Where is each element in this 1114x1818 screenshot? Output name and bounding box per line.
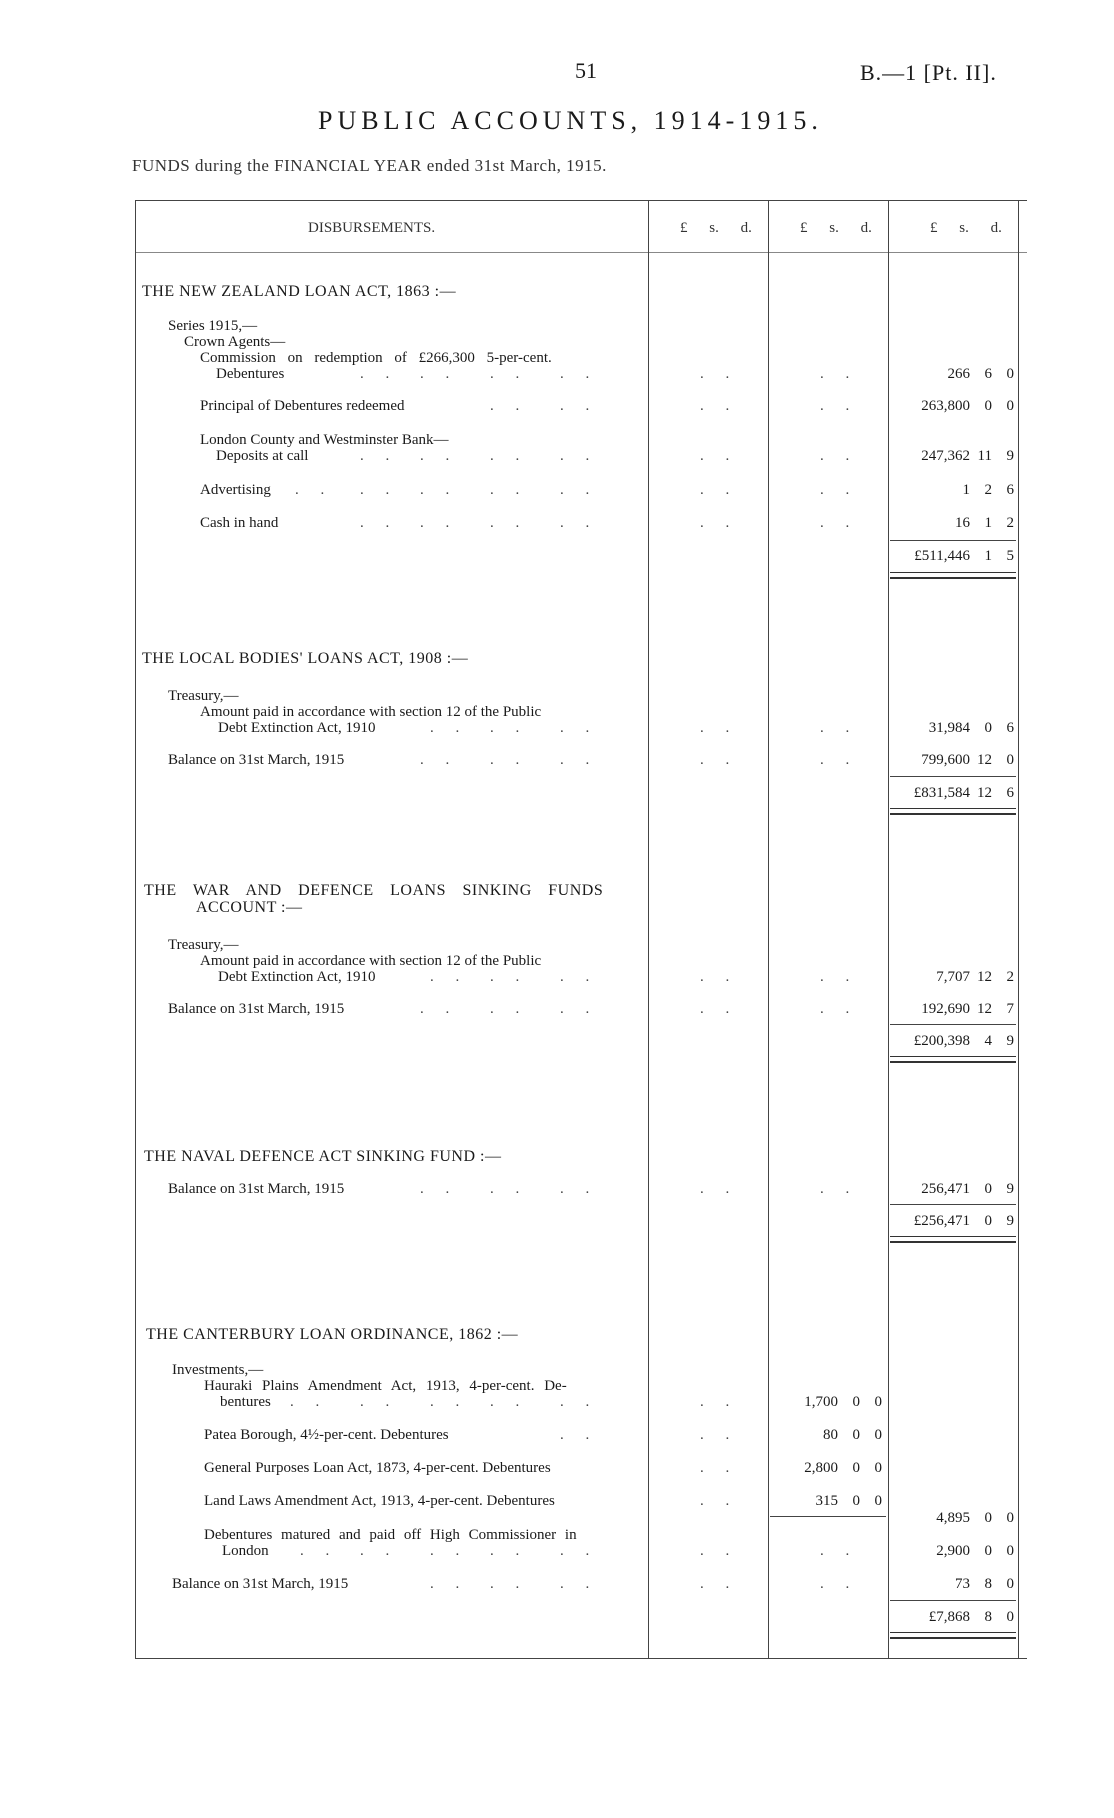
leader-dots: . . — [490, 448, 529, 464]
leader-dots: . . — [490, 366, 529, 382]
investments-total-pence: 0 — [1006, 1510, 1014, 1526]
leader-dots: . . — [820, 398, 859, 414]
hauraki-line-2: bentures — [220, 1394, 271, 1410]
leader-dots: . . — [430, 1576, 469, 1592]
series-label: Series 1915,— — [168, 318, 258, 334]
leader-dots: . . — [420, 1001, 459, 1017]
amount-shillings: 0 — [852, 1460, 860, 1476]
leader-dots: . . — [560, 720, 599, 736]
land-laws-label: Land Laws Amendment Act, 1913, 4-per-cent. Debentures — [204, 1493, 555, 1509]
amount-shillings: 11 — [977, 448, 992, 464]
total-double-rule — [890, 808, 1016, 815]
amount-pence: 0 — [874, 1493, 882, 1509]
amount-pence: 7 — [1006, 1001, 1014, 1017]
section-title: THE NAVAL DEFENCE ACT SINKING FUND :— — [144, 1148, 502, 1165]
section-total-pounds: £256,471 — [913, 1213, 970, 1229]
leader-dots: . . — [560, 1427, 599, 1443]
leader-dots: . . — [360, 515, 399, 531]
leader-dots: . . — [560, 515, 599, 531]
subtotal-rule — [890, 776, 1016, 777]
leader-dots: . . — [700, 1394, 739, 1410]
section-total-shillings: 12 — [977, 785, 992, 801]
amount-pence: 9 — [1006, 1181, 1014, 1197]
amount-shillings: 0 — [984, 1181, 992, 1197]
amount-shillings: 0 — [984, 1543, 992, 1559]
amount-paid-line-2: Debt Extinction Act, 1910 — [218, 720, 376, 736]
page-number: 51 — [575, 58, 597, 83]
amount-pounds: 7,707 — [936, 969, 970, 985]
leader-dots: . . — [700, 482, 739, 498]
leader-dots: . . — [700, 1460, 739, 1476]
amount-pounds: 192,690 — [921, 1001, 970, 1017]
section-total-shillings: 8 — [984, 1609, 992, 1625]
leader-dots: . . — [700, 1181, 739, 1197]
amount-pounds: 799,600 — [921, 752, 970, 768]
section-total-pence: 9 — [1006, 1033, 1014, 1049]
cash-in-hand-label: Cash in hand — [200, 515, 279, 531]
amount-pence: 0 — [1006, 398, 1014, 414]
leader-dots: . . — [700, 448, 739, 464]
amount-pounds: 73 — [955, 1576, 970, 1592]
amount-shillings: 0 — [852, 1493, 860, 1509]
amount-pence: 2 — [1006, 515, 1014, 531]
investments-total-pounds: 4,895 — [936, 1510, 970, 1526]
leader-dots: . . — [700, 1543, 739, 1559]
amount-shillings: 6 — [984, 366, 992, 382]
amount-pounds: 247,362 — [921, 448, 970, 464]
table-header-rule — [135, 252, 1027, 253]
total-double-rule — [890, 572, 1016, 579]
amount-paid-line-1: Amount paid in accordance with section 12 of the Public — [200, 953, 542, 969]
leader-dots: . . — [360, 448, 399, 464]
patea-label: Patea Borough, 4½-per-cent. Debentures — [204, 1427, 449, 1443]
subtotal-rule — [890, 540, 1016, 541]
leader-dots: . . — [700, 752, 739, 768]
leader-dots: . . — [430, 1543, 469, 1559]
leader-dots: . . — [360, 1394, 399, 1410]
amount-shillings: 12 — [977, 969, 992, 985]
amount-pounds: 2,800 — [804, 1460, 838, 1476]
section-total-shillings: 4 — [984, 1033, 992, 1049]
leader-dots: . . — [560, 482, 599, 498]
amount-pence: 0 — [1006, 752, 1014, 768]
leader-dots: . . — [700, 969, 739, 985]
leader-dots: . . — [360, 482, 399, 498]
money-column-header-2: £ s. d. — [800, 220, 872, 236]
leader-dots: . . — [560, 1181, 599, 1197]
leader-dots: . . — [820, 1181, 859, 1197]
total-double-rule — [890, 1236, 1016, 1243]
amount-pence: 6 — [1006, 482, 1014, 498]
balance-label: Balance on 31st March, 1915 — [172, 1576, 349, 1592]
balance-label: Balance on 31st March, 1915 — [168, 1001, 345, 1017]
section-total-pounds: £7,868 — [928, 1609, 970, 1625]
amount-pence: 9 — [1006, 448, 1014, 464]
amount-shillings: 0 — [852, 1394, 860, 1410]
disbursements-header: DISBURSEMENTS. — [308, 220, 436, 236]
leader-dots: . . — [700, 515, 739, 531]
leader-dots: . . — [560, 1001, 599, 1017]
matured-line-1: Debentures matured and paid off High Commissioner in — [204, 1527, 577, 1543]
section-total-pence: 9 — [1006, 1213, 1014, 1229]
amount-shillings: 1 — [984, 515, 992, 531]
leader-dots: . . — [560, 398, 599, 414]
leader-dots: . . — [430, 720, 469, 736]
amount-pence: 0 — [874, 1427, 882, 1443]
amount-shillings: 12 — [977, 1001, 992, 1017]
leader-dots: . . — [820, 1576, 859, 1592]
amount-pounds: 2,900 — [936, 1543, 970, 1559]
leader-dots: . . — [560, 448, 599, 464]
amount-shillings: 0 — [852, 1427, 860, 1443]
leader-dots: . . — [700, 1001, 739, 1017]
leader-dots: . . — [820, 752, 859, 768]
leader-dots: . . — [490, 482, 529, 498]
leader-dots: . . — [490, 515, 529, 531]
investments-total-shillings: 0 — [984, 1510, 992, 1526]
section-title-line-1: THE WAR AND DEFENCE LOANS SINKING FUNDS — [144, 882, 604, 899]
amount-pounds: 315 — [815, 1493, 838, 1509]
amount-pounds: 16 — [955, 515, 970, 531]
leader-dots: . . — [295, 482, 334, 498]
amount-pounds: 1,700 — [804, 1394, 838, 1410]
table-bottom-rule — [135, 1658, 1027, 1659]
investments-subtotal-rule — [770, 1516, 886, 1517]
document-reference: B.—1 [Pt. II]. — [860, 60, 997, 85]
section-total-shillings: 0 — [984, 1213, 992, 1229]
amount-shillings: 0 — [984, 720, 992, 736]
amount-pounds: 31,984 — [928, 720, 970, 736]
amount-pounds: 256,471 — [921, 1181, 970, 1197]
leader-dots: . . — [490, 1394, 529, 1410]
leader-dots: . . — [490, 969, 529, 985]
leader-dots: . . — [700, 1493, 739, 1509]
column-divider-2 — [768, 200, 769, 1658]
money-column-header-1: £ s. d. — [680, 220, 752, 236]
london-bank-line-2: Deposits at call — [216, 448, 309, 464]
advertising-label: Advertising — [200, 482, 271, 498]
amount-pounds: 266 — [947, 366, 970, 382]
section-total-pence: 5 — [1006, 548, 1014, 564]
commission-line-2: Debentures — [216, 366, 285, 382]
section-total-pounds: £831,584 — [913, 785, 970, 801]
page-title: PUBLIC ACCOUNTS, 1914-1915. — [318, 106, 823, 135]
leader-dots: . . — [360, 366, 399, 382]
section-total-pounds: £511,446 — [914, 548, 970, 564]
leader-dots: . . — [560, 1394, 599, 1410]
amount-pounds: 80 — [823, 1427, 838, 1443]
amount-paid-line-1: Amount paid in accordance with section 12 of the Public — [200, 704, 542, 720]
leader-dots: . . — [420, 752, 459, 768]
leader-dots: . . — [560, 752, 599, 768]
london-bank-line-1: London County and Westminster Bank— — [200, 432, 449, 448]
section-total-pence: 0 — [1006, 1609, 1014, 1625]
amount-shillings: 12 — [977, 752, 992, 768]
subtotal-rule — [890, 1600, 1016, 1601]
total-double-rule — [890, 1056, 1016, 1063]
leader-dots: . . — [820, 448, 859, 464]
balance-label: Balance on 31st March, 1915 — [168, 752, 345, 768]
amount-pence: 2 — [1006, 969, 1014, 985]
total-double-rule — [890, 1632, 1016, 1639]
leader-dots: . . — [820, 1543, 859, 1559]
leader-dots: . . — [290, 1394, 329, 1410]
amount-paid-line-2: Debt Extinction Act, 1910 — [218, 969, 376, 985]
commission-line-1: Commission on redemption of £266,300 5-per-cent. — [200, 350, 552, 366]
leader-dots: . . — [420, 366, 459, 382]
leader-dots: . . — [820, 515, 859, 531]
leader-dots: . . — [700, 1576, 739, 1592]
leader-dots: . . — [300, 1543, 339, 1559]
treasury-label: Treasury,— — [168, 688, 239, 704]
leader-dots: . . — [490, 1543, 529, 1559]
leader-dots: . . — [430, 1394, 469, 1410]
leader-dots: . . — [700, 398, 739, 414]
money-column-header-3: £ s. d. — [930, 220, 1002, 236]
section-total-pence: 6 — [1006, 785, 1014, 801]
amount-pence: 6 — [1006, 720, 1014, 736]
hauraki-line-1: Hauraki Plains Amendment Act, 1913, 4-per-cent. De- — [204, 1378, 567, 1394]
leader-dots: . . — [420, 1181, 459, 1197]
principal-label: Principal of Debentures redeemed — [200, 398, 405, 414]
leader-dots: . . — [560, 1576, 599, 1592]
leader-dots: . . — [360, 1543, 399, 1559]
amount-pence: 0 — [1006, 1576, 1014, 1592]
leader-dots: . . — [700, 1427, 739, 1443]
leader-dots: . . — [490, 398, 529, 414]
leader-dots: . . — [490, 1576, 529, 1592]
amount-shillings: 2 — [984, 482, 992, 498]
amount-shillings: 8 — [984, 1576, 992, 1592]
leader-dots: . . — [820, 720, 859, 736]
amount-pounds: 263,800 — [921, 398, 970, 414]
column-divider-3 — [888, 200, 889, 1658]
section-title: THE LOCAL BODIES' LOANS ACT, 1908 :— — [142, 650, 469, 667]
crown-agents-label: Crown Agents— — [184, 334, 286, 350]
table-top-rule — [135, 200, 1027, 201]
leader-dots: . . — [820, 366, 859, 382]
leader-dots: . . — [420, 448, 459, 464]
column-divider-1 — [648, 200, 649, 1658]
table-left-border — [135, 200, 136, 1658]
leader-dots: . . — [700, 366, 739, 382]
amount-pence: 0 — [874, 1460, 882, 1476]
leader-dots: . . — [820, 1001, 859, 1017]
general-purposes-label: General Purposes Loan Act, 1873, 4-per-cent. Debentures — [204, 1460, 551, 1476]
leader-dots: . . — [820, 482, 859, 498]
leader-dots: . . — [820, 969, 859, 985]
leader-dots: . . — [490, 752, 529, 768]
amount-pence: 0 — [1006, 1543, 1014, 1559]
leader-dots: . . — [490, 1001, 529, 1017]
leader-dots: . . — [560, 366, 599, 382]
amount-pounds: 1 — [962, 482, 970, 498]
leader-dots: . . — [420, 482, 459, 498]
page-subtitle: FUNDS during the FINANCIAL YEAR ended 31st March, 1915. — [132, 156, 607, 175]
leader-dots: . . — [560, 1543, 599, 1559]
amount-pence: 0 — [1006, 366, 1014, 382]
amount-pence: 0 — [874, 1394, 882, 1410]
balance-label: Balance on 31st March, 1915 — [168, 1181, 345, 1197]
leader-dots: . . — [430, 969, 469, 985]
investments-label: Investments,— — [172, 1362, 264, 1378]
section-title: THE NEW ZEALAND LOAN ACT, 1863 :— — [142, 283, 457, 300]
section-title: THE CANTERBURY LOAN ORDINANCE, 1862 :— — [146, 1326, 519, 1343]
section-total-pounds: £200,398 — [913, 1033, 970, 1049]
leader-dots: . . — [420, 515, 459, 531]
treasury-label: Treasury,— — [168, 937, 239, 953]
subtotal-rule — [890, 1024, 1016, 1025]
table-right-border — [1018, 200, 1019, 1658]
amount-shillings: 0 — [984, 398, 992, 414]
leader-dots: . . — [490, 1181, 529, 1197]
leader-dots: . . — [490, 720, 529, 736]
matured-line-2: London — [222, 1543, 269, 1559]
subtotal-rule — [890, 1204, 1016, 1205]
section-title-line-2: ACCOUNT :— — [196, 899, 303, 916]
leader-dots: . . — [700, 720, 739, 736]
section-total-shillings: 1 — [984, 548, 992, 564]
leader-dots: . . — [560, 969, 599, 985]
